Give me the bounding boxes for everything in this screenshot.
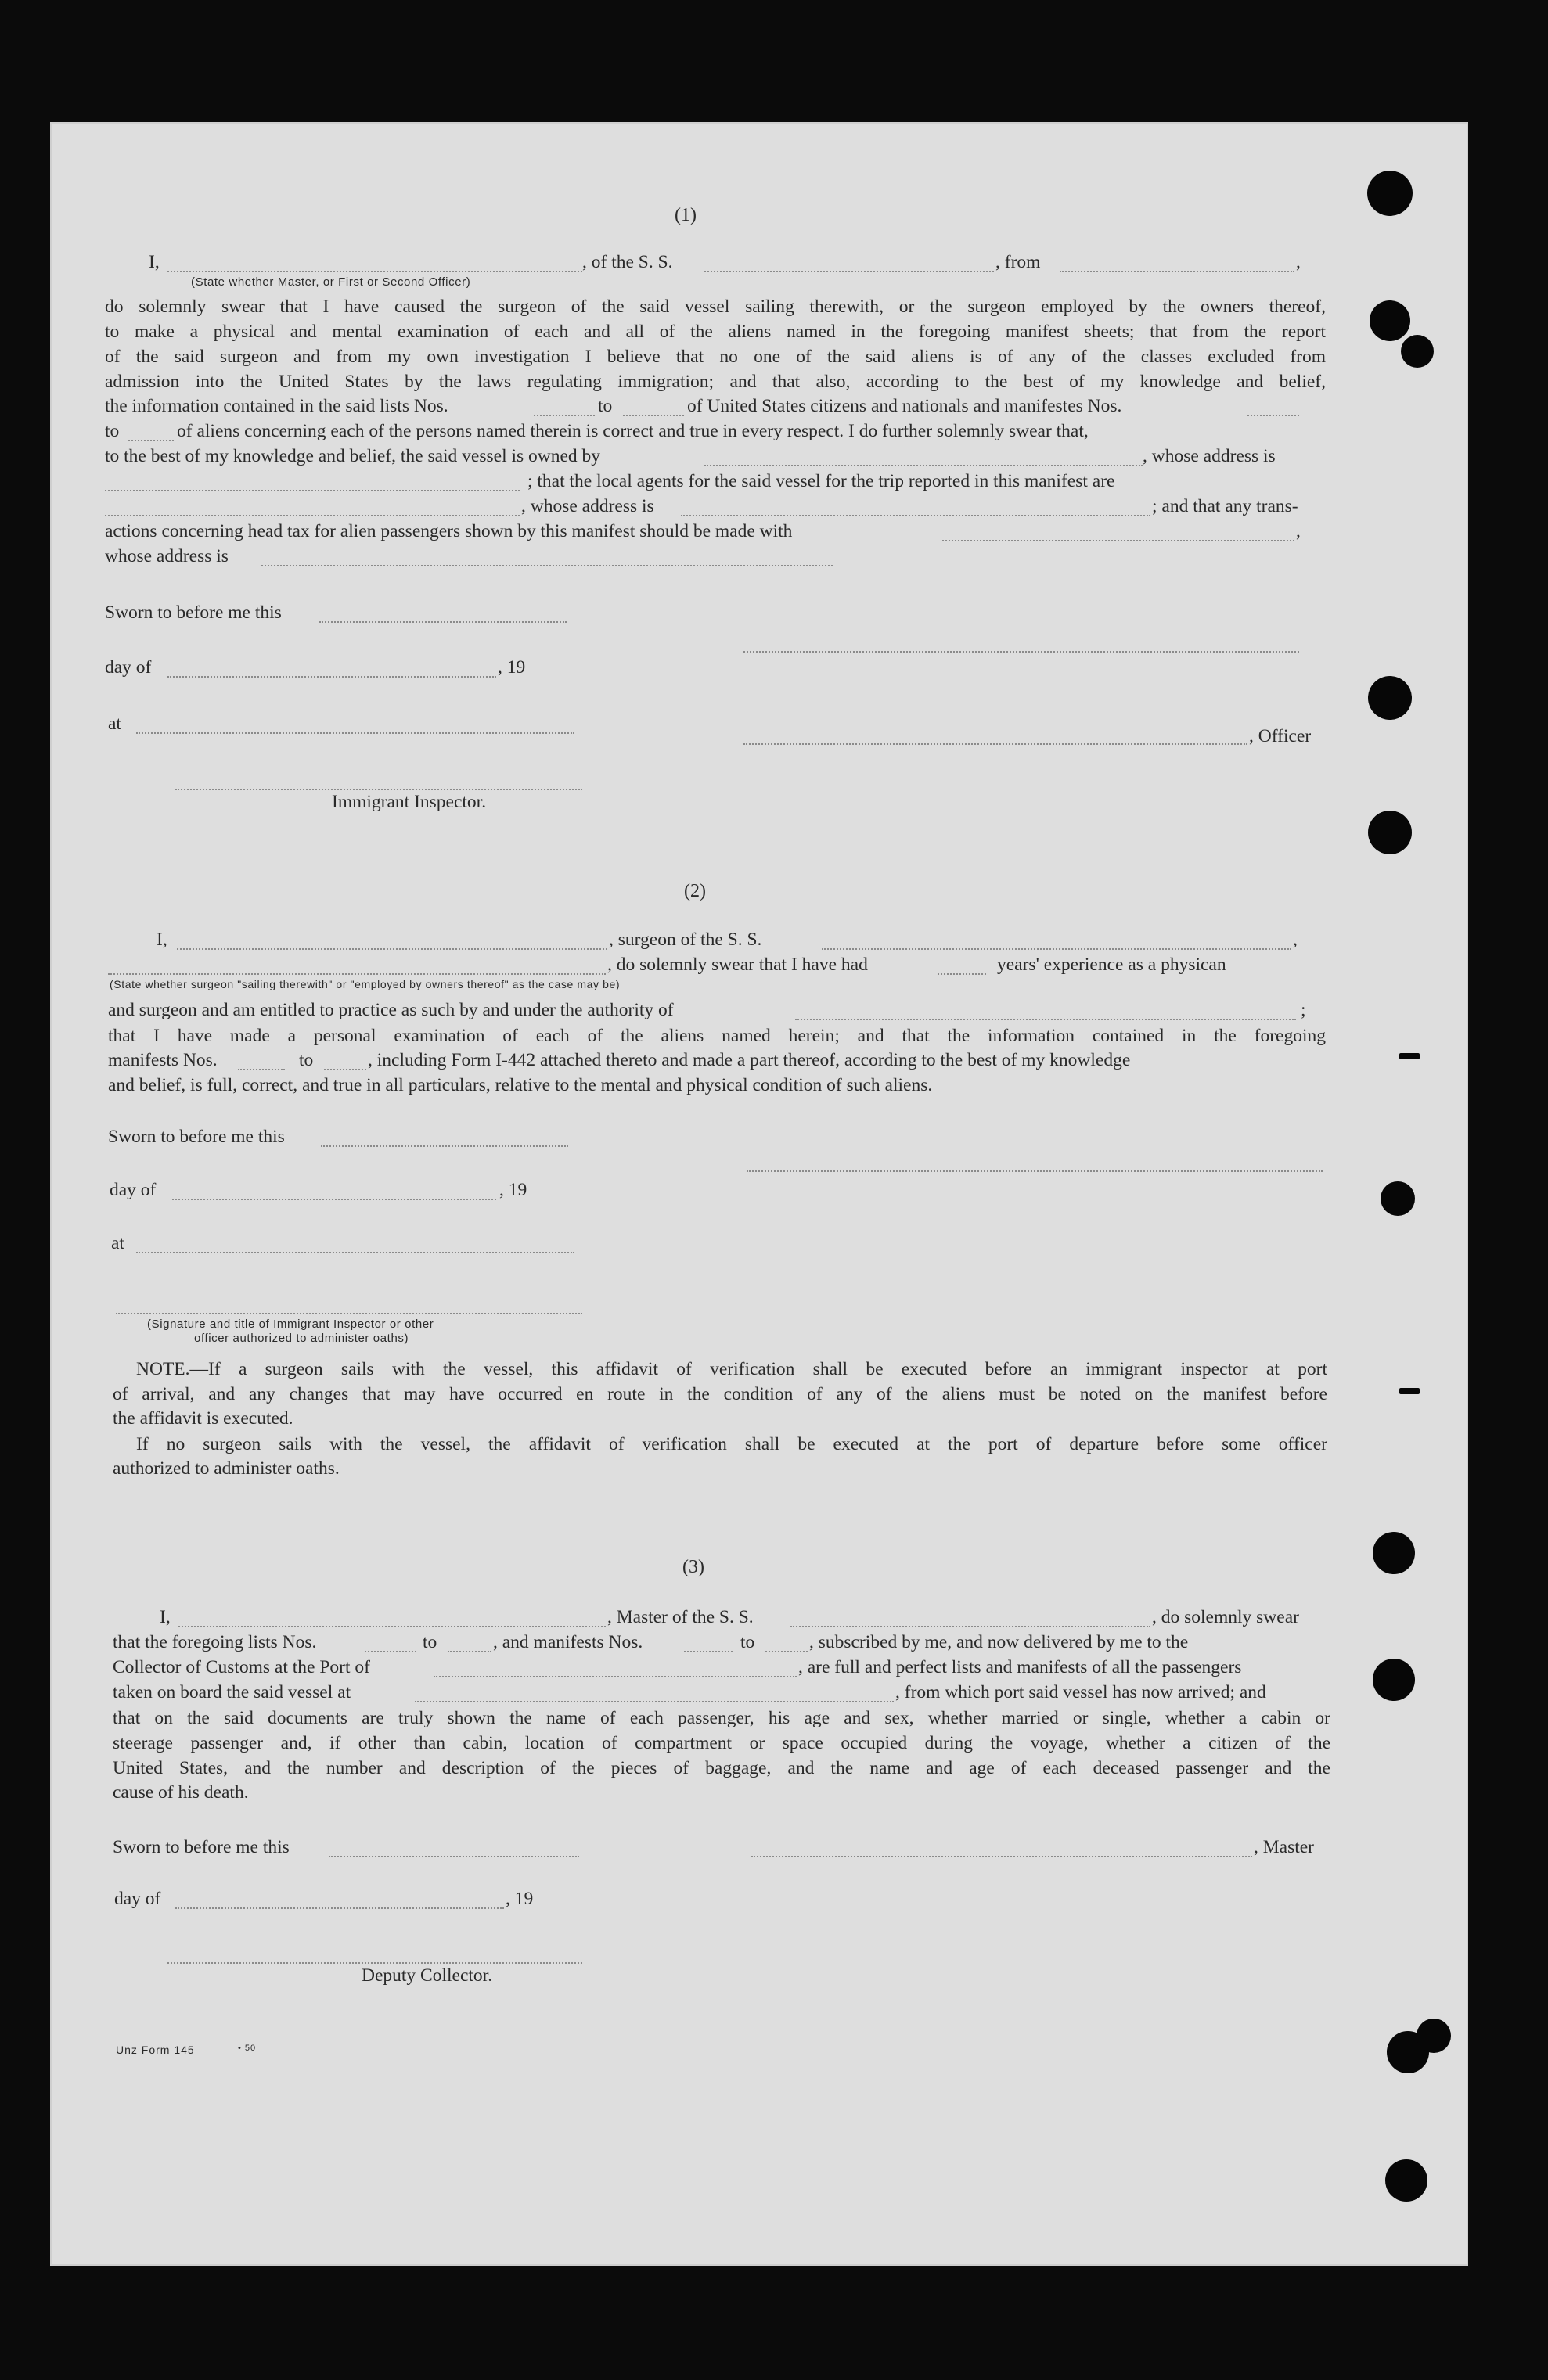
blank-s2-at[interactable] xyxy=(136,1252,574,1253)
s2-line1-end: , xyxy=(1293,929,1298,950)
blank-s2-day-of[interactable] xyxy=(172,1199,496,1200)
s1-line1-from: , from xyxy=(995,252,1041,272)
punch-hole xyxy=(1367,171,1413,216)
section-2-number: (2) xyxy=(684,881,706,901)
s3-year: , 19 xyxy=(506,1889,534,1909)
s1-line: admission into the United States by the laws regulating immigration; and that also, according to the best of my knowledge and belief, xyxy=(105,372,1326,392)
blank-head-tax-address[interactable] xyxy=(261,565,833,566)
s3-master: , Master xyxy=(1254,1837,1315,1857)
section-3-number: (3) xyxy=(682,1557,704,1577)
s1-last: whose address is xyxy=(105,546,229,566)
punch-hole xyxy=(1373,1659,1415,1701)
s2-line2-b: years' experience as a physican xyxy=(997,955,1226,975)
s3-day-of: day of xyxy=(114,1889,161,1909)
blank-lists-from[interactable] xyxy=(534,415,595,416)
s1-whose-a: , whose address is xyxy=(521,496,654,516)
s1-nos-a: the information contained in the said lists Nos. xyxy=(105,396,448,416)
s3-last: cause of his death. xyxy=(113,1782,249,1803)
punch-hole xyxy=(1381,1181,1415,1216)
s1-nos-b: to xyxy=(598,396,613,416)
surgeon-caption: (State whether surgeon "sailing therewith" or "employed by owners thereof" as the case may be) xyxy=(110,978,621,990)
s3-line1-master: , Master of the S. S. xyxy=(607,1607,754,1627)
blank-owner[interactable] xyxy=(704,465,1143,466)
s3-line: steerage passenger and, if other than cabin, location of compartment or space occupied during the voyage, whether a citizen of the xyxy=(113,1733,1330,1753)
blank-lists-to[interactable] xyxy=(623,415,684,416)
s1-line: do solemnly swear that I have caused the surgeon of the said vessel sailing therewith, or the surgeon employed by the owners thereof, xyxy=(105,297,1326,317)
blank-departure-port[interactable] xyxy=(415,1701,894,1702)
s1-line: of the said surgeon and from my own investigation I believe that no one of the said aliens is of any of the classes excluded from xyxy=(105,347,1326,367)
s3-line4-a: taken on board the said vessel at xyxy=(113,1682,351,1702)
s3-deputy: Deputy Collector. xyxy=(362,1965,493,1986)
s2-line1-surgeon: , surgeon of the S. S. xyxy=(609,929,762,950)
s1-officer: , Officer xyxy=(1249,726,1312,746)
s1-agents: ; that the local agents for the said vessel for the trip reported in this manifest are xyxy=(527,471,1115,491)
s2-sworn: Sworn to before me this xyxy=(108,1127,285,1147)
s1-actions-b: , xyxy=(1296,521,1301,541)
s1-to-b: of aliens concerning each of the persons named therein is correct and true in every respect. I do further solemnly swear that, xyxy=(177,421,1089,441)
blank-officer-signature-top[interactable] xyxy=(743,651,1299,653)
blank-s2-manifest-to[interactable] xyxy=(324,1069,366,1070)
s3-line2-c: , and manifests Nos. xyxy=(493,1632,643,1652)
blank-head-tax[interactable] xyxy=(942,540,1294,541)
blank-master-vessel[interactable] xyxy=(790,1626,1150,1627)
s2-line6: and belief, is full, correct, and true in all particulars, relative to the mental and physical condition of such aliens. xyxy=(108,1075,933,1095)
note-line: of arrival, and any changes that may have occurred en route in the condition of any of the aliens must be noted on the manifest before xyxy=(113,1384,1327,1404)
blank-authority[interactable] xyxy=(795,1019,1296,1020)
note-line: the affidavit is executed. xyxy=(113,1408,293,1429)
s2-line3-b: ; xyxy=(1301,1000,1306,1020)
s1-inspector: Immigrant Inspector. xyxy=(332,792,487,812)
form-page xyxy=(50,122,1468,2266)
s2-line2-a: , do solemnly swear that I have had xyxy=(607,955,868,975)
note-line: NOTE.—If a surgeon sails with the vessel, this affidavit of verification shall be executed before an immigrant inspector at port xyxy=(136,1359,1327,1379)
sig-caption-1: (Signature and title of Immigrant Inspector or other xyxy=(147,1318,434,1331)
s1-day-of: day of xyxy=(105,657,152,678)
blank-surgeon-name[interactable] xyxy=(177,948,607,950)
blank-at[interactable] xyxy=(136,732,574,734)
punch-mark xyxy=(1399,1388,1420,1394)
blank-manifests-from[interactable] xyxy=(1247,415,1299,416)
s1-actions-a: actions concerning head tax for alien passengers shown by this manifest should be made with xyxy=(105,521,793,541)
s3-line1-swear: , do solemnly swear xyxy=(1152,1607,1299,1627)
note2-line: authorized to administer oaths. xyxy=(113,1458,340,1479)
punch-hole xyxy=(1368,676,1412,720)
s1-owned-a: to the best of my knowledge and belief, the said vessel is owned by xyxy=(105,446,601,466)
blank-s2-inspector-signature[interactable] xyxy=(116,1313,582,1314)
s1-sworn: Sworn to before me this xyxy=(105,602,282,623)
s1-line: to make a physical and mental examination of each and all of the aliens named in the foregoing manifest sheets; that from the report xyxy=(105,322,1326,342)
blank-s3-sworn-day[interactable] xyxy=(329,1856,579,1857)
s3-line2-e: , subscribed by me, and now delivered by me to the xyxy=(809,1632,1189,1652)
blank-s3-lists-to[interactable] xyxy=(448,1651,491,1652)
blank-port[interactable] xyxy=(434,1676,797,1677)
s3-line4-b: , from which port said vessel has now arrived; and xyxy=(895,1682,1266,1702)
punch-hole xyxy=(1370,300,1410,341)
s3-line2-b: to xyxy=(423,1632,437,1652)
note2-line: If no surgeon sails with the vessel, the affidavit of verification shall be executed at the port of departure before some officer xyxy=(136,1434,1327,1454)
s2-at: at xyxy=(111,1233,124,1253)
blank-day-of[interactable] xyxy=(167,676,496,678)
blank-master-name[interactable] xyxy=(178,1626,606,1627)
section-1-number: (1) xyxy=(675,205,697,225)
form-number: Unz Form 145 xyxy=(116,2044,195,2056)
blank-officer[interactable] xyxy=(167,271,582,272)
s3-line: United States, and the number and description of the pieces of baggage, and the name and age of each deceased passenger and the xyxy=(113,1758,1330,1778)
punch-hole xyxy=(1373,1532,1415,1574)
s2-line1-i: I, xyxy=(157,929,167,950)
blank-s3-lists-from[interactable] xyxy=(365,1651,416,1652)
s3-line: that on the said documents are truly shown the name of each passenger, his age and sex, whether married or single, whether a cabin or xyxy=(113,1708,1330,1728)
s1-whose-b: ; and that any trans- xyxy=(1152,496,1298,516)
s3-line3-a: Collector of Customs at the Port of xyxy=(113,1657,370,1677)
s1-owned-b: , whose address is xyxy=(1143,446,1276,466)
s3-line2-a: that the foregoing lists Nos. xyxy=(113,1632,317,1652)
blank-from[interactable] xyxy=(1060,271,1294,272)
form-code: • 50 xyxy=(238,2044,257,2053)
punch-hole xyxy=(1385,2159,1427,2202)
s2-line5-b: to xyxy=(299,1050,314,1070)
s1-at: at xyxy=(108,714,121,734)
blank-s3-manifests-from[interactable] xyxy=(684,1651,733,1652)
punch-hole xyxy=(1368,811,1412,854)
s2-day-of: day of xyxy=(110,1180,157,1200)
s2-line4: that I have made a personal examination of each of the aliens named herein; and that the information contained in the foregoing xyxy=(108,1026,1326,1046)
s1-line1-i: I, xyxy=(149,252,160,272)
blank-agents[interactable] xyxy=(105,515,520,516)
blank-s2-manifest-from[interactable] xyxy=(238,1069,285,1070)
blank-master-signature[interactable] xyxy=(751,1856,1252,1857)
s2-line3-a: and surgeon and am entitled to practice as such by and under the authority of xyxy=(108,1000,674,1020)
blank-s2-sworn-day[interactable] xyxy=(321,1145,568,1147)
blank-sworn-day[interactable] xyxy=(319,621,567,623)
s1-to-a: to xyxy=(105,421,120,441)
s3-line1-i: I, xyxy=(160,1607,171,1627)
s2-line5-a: manifests Nos. xyxy=(108,1050,218,1070)
s1-line1-end: , xyxy=(1296,252,1301,272)
blank-s3-day-of[interactable] xyxy=(175,1907,504,1909)
blank-surgeon-signature[interactable] xyxy=(747,1170,1323,1172)
punch-hole xyxy=(1401,335,1434,368)
blank-s3-manifests-to[interactable] xyxy=(765,1651,808,1652)
s1-line1-of-the: , of the S. S. xyxy=(582,252,673,272)
blank-years[interactable] xyxy=(938,973,986,975)
blank-vessel[interactable] xyxy=(704,271,994,272)
blank-surgeon-vessel[interactable] xyxy=(822,948,1291,950)
blank-owner-address[interactable] xyxy=(105,490,520,491)
s1-nos-c: of United States citizens and nationals and manifestes Nos. xyxy=(687,396,1122,416)
s2-year: , 19 xyxy=(499,1180,527,1200)
s1-year: , 19 xyxy=(498,657,526,678)
blank-manifests-to[interactable] xyxy=(128,440,174,441)
officer-caption: (State whether Master, or First or Second Officer) xyxy=(191,275,471,289)
blank-agents-address[interactable] xyxy=(681,515,1150,516)
punch-hole xyxy=(1417,2019,1451,2053)
s3-sworn: Sworn to before me this xyxy=(113,1837,290,1857)
s3-line2-d: to xyxy=(740,1632,755,1652)
s2-line5-c: , including Form I-442 attached thereto and made a part thereof, according to the best of my knowledge xyxy=(368,1050,1131,1070)
punch-mark xyxy=(1399,1053,1420,1059)
s3-line3-b: , are full and perfect lists and manifests of all the passengers xyxy=(798,1657,1242,1677)
sig-caption-2: officer authorized to administer oaths) xyxy=(194,1332,409,1345)
blank-officer-signature[interactable] xyxy=(743,743,1247,745)
blank-surgeon-type[interactable] xyxy=(108,973,606,975)
